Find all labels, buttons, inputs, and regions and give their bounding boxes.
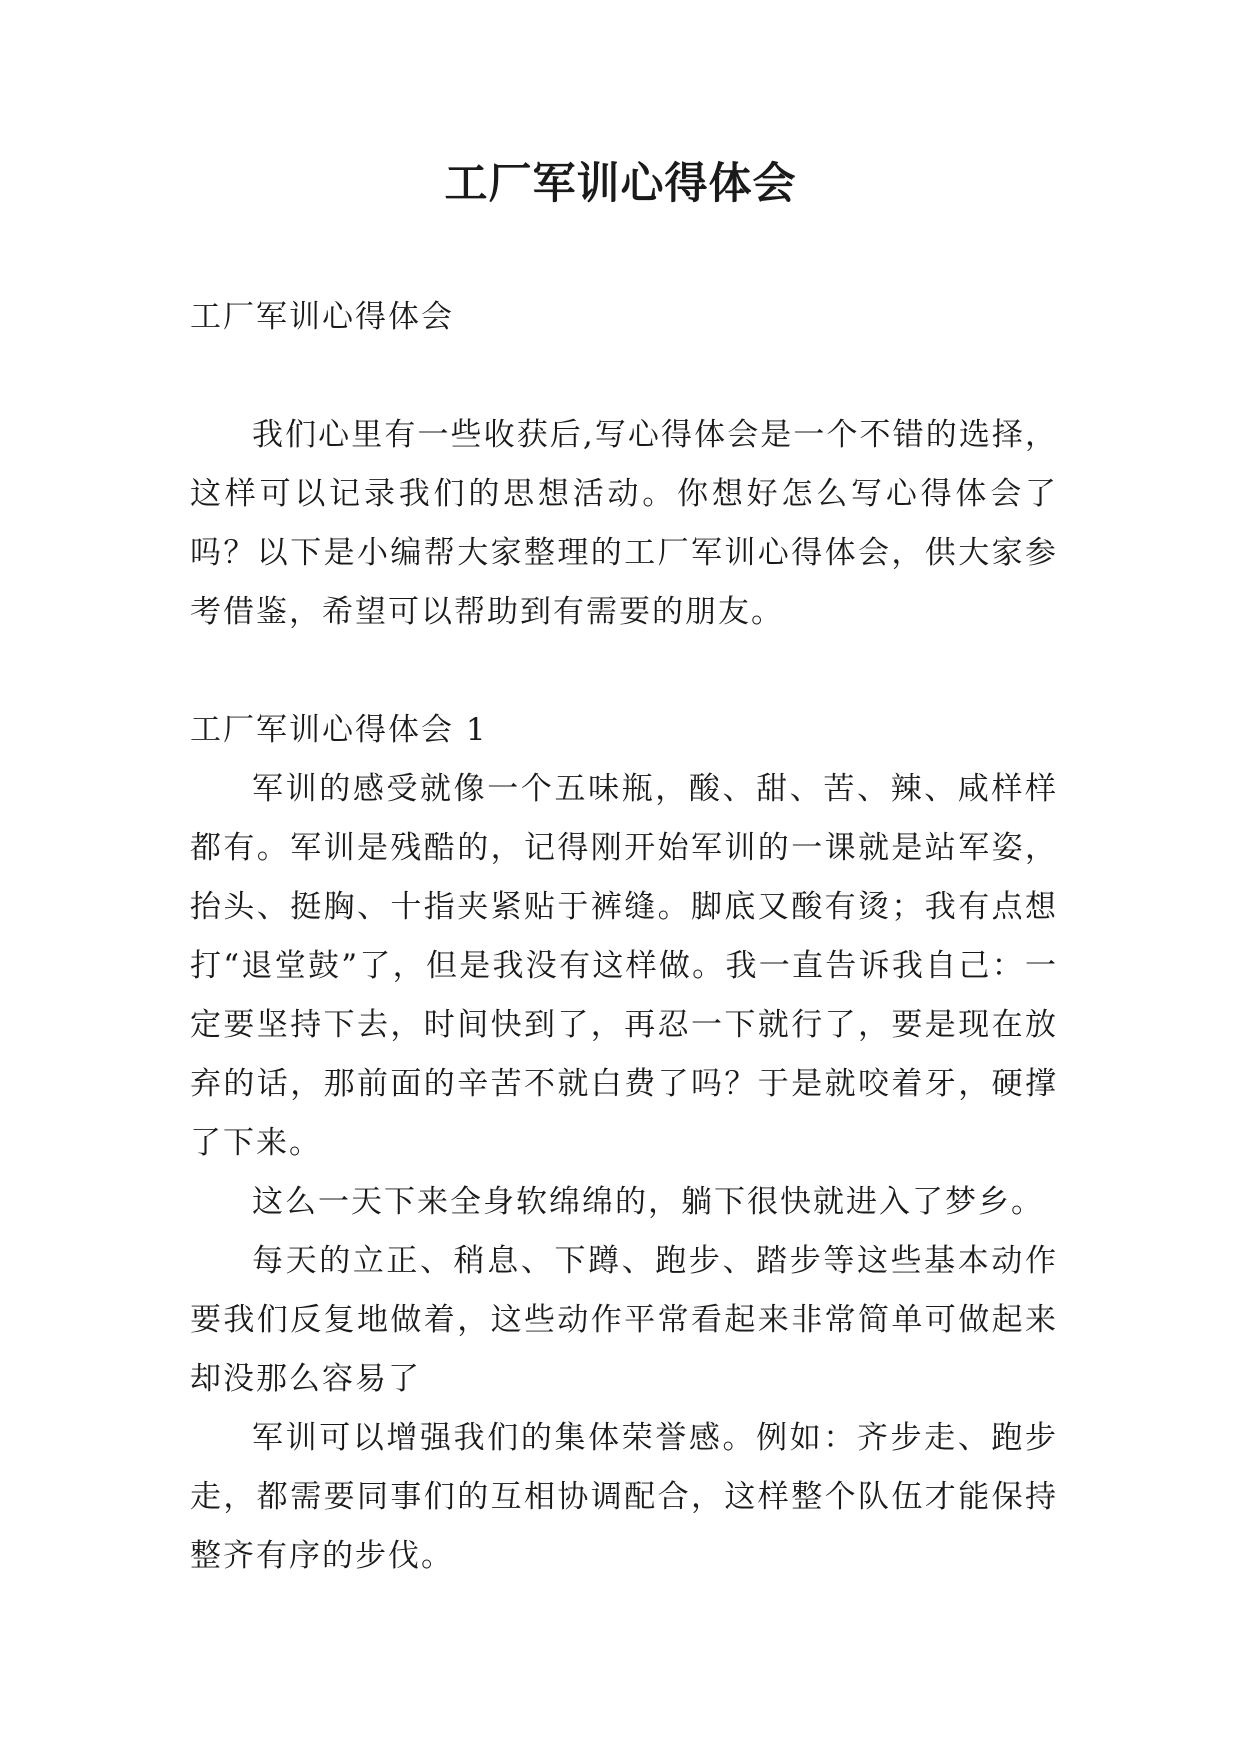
document-subtitle: 工厂军训心得体会 <box>190 299 454 335</box>
document-title: 工厂军训心得体会 <box>444 159 797 209</box>
body-paragraph: 军训可以增强我们的集体荣誉感。例如：齐步走、跑步走，都需要同事们的互相协调配合，这样整个队伍才能保持整齐有序的步伐。 <box>190 1420 1058 1574</box>
body-paragraph: 每天的立正、稍息、下蹲、跑步、踏步等这些基本动作要我们反复地做着，这些动作平常看起来非常简单可做起来却没那么容易了 <box>190 1243 1058 1397</box>
body-paragraph: 这么一天下来全身软绵绵的，躺下很快就进入了梦乡。 <box>252 1184 1044 1220</box>
intro-paragraph: 我们心里有一些收获后,写心得体会是一个不错的选择，这样可以记录我们的思想活动。你想好怎么写心得体会了吗？以下是小编帮大家整理的工厂军训心得体会，供大家参考借鉴，希望可以帮助到有需要的朋友。 <box>190 417 1058 630</box>
section-heading: 工厂军训心得体会 1 <box>190 712 488 748</box>
document-body <box>190 288 1058 1586</box>
body-paragraph: 军训的感受就像一个五味瓶，酸、甜、苦、辣、咸样样都有。军训是残酷的，记得刚开始军训的一课就是站军姿，抬头、挺胸、十指夹紧贴于裤缝。脚底又酸有烫；我有点想打“退堂鼓”了，但是我没有这样做。我一直告诉我自己：一定要坚持下去，时间快到了，再忍一下就行了，要是现在放弃的话，那前面的辛苦不就白费了吗？于是就咬着牙，硬撑了下来。 <box>190 771 1058 1161</box>
